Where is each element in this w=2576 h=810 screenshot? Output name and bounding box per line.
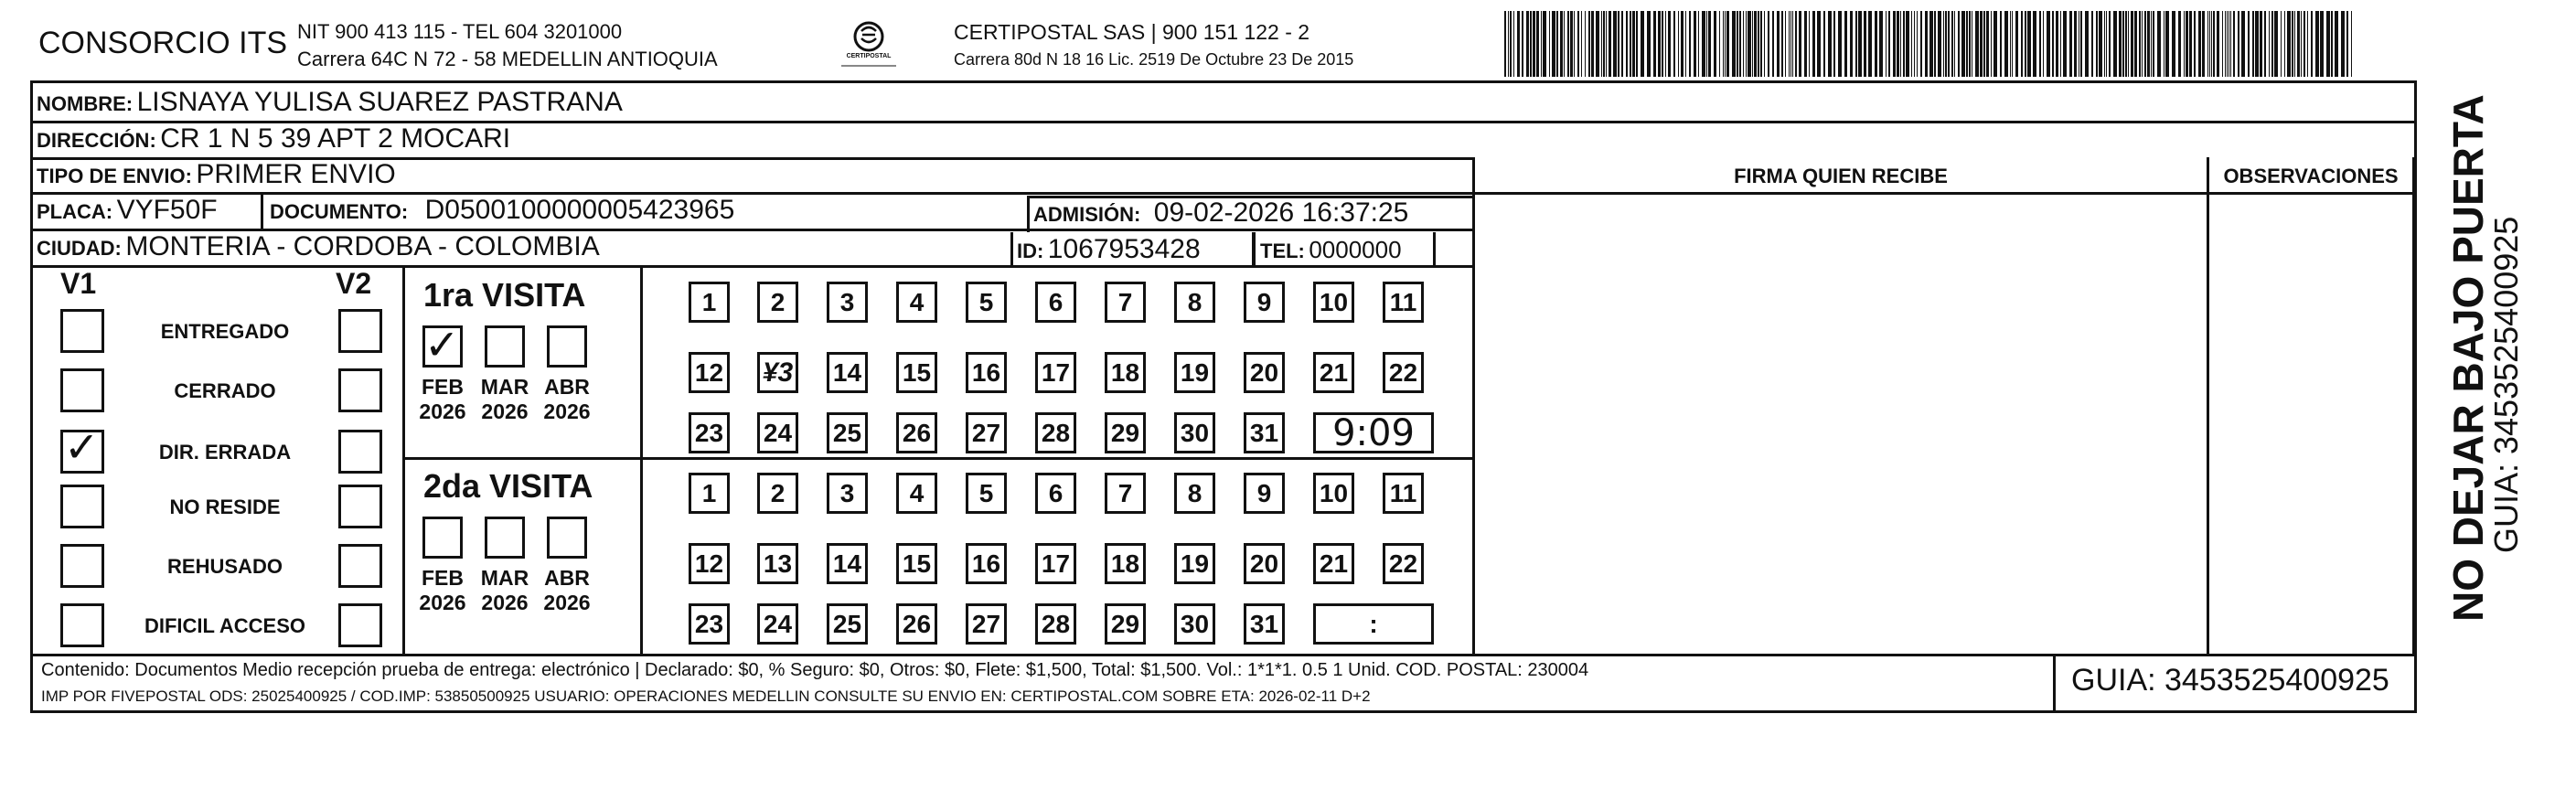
visit2-day-19[interactable]: 19 bbox=[1174, 543, 1215, 584]
visit2-day-28[interactable]: 28 bbox=[1035, 603, 1076, 645]
month-year: 2026 bbox=[481, 591, 529, 614]
handwritten-month-mark: ✓ bbox=[424, 320, 460, 369]
month-name: FEB bbox=[422, 566, 464, 590]
visit2-title: 2da VISITA bbox=[423, 467, 593, 505]
visit1-day-29[interactable]: 29 bbox=[1105, 412, 1146, 453]
status-label: REHUSADO bbox=[167, 555, 283, 578]
certipostal-line: CERTIPOSTAL SAS | 900 151 122 - 2 bbox=[954, 20, 1310, 44]
visit2-day-30[interactable]: 30 bbox=[1174, 603, 1215, 645]
visit1-day-23[interactable]: 23 bbox=[689, 412, 730, 453]
v1-checkbox[interactable] bbox=[60, 485, 104, 528]
tel-value: 0000000 bbox=[1309, 236, 1402, 263]
address-label: DIRECCIÓN: bbox=[37, 129, 156, 152]
visit1-day-24[interactable]: 24 bbox=[757, 412, 798, 453]
visit2-day-4[interactable]: 4 bbox=[896, 473, 937, 514]
nit-line: NIT 900 413 115 - TEL 604 3201000 bbox=[297, 20, 623, 43]
admission-value: 09-02-2026 16:37:25 bbox=[1153, 197, 1409, 228]
visit1-day-21[interactable]: 21 bbox=[1313, 352, 1354, 393]
visit2-day-26[interactable]: 26 bbox=[896, 603, 937, 645]
footer-guia: GUIA: 3453525400925 bbox=[2071, 663, 2389, 698]
visit1-day-28[interactable]: 28 bbox=[1035, 412, 1076, 453]
v2-label: V2 bbox=[336, 267, 372, 300]
month-name: FEB bbox=[422, 375, 464, 399]
visit1-day-1[interactable]: 1 bbox=[689, 282, 730, 323]
v1-checkbox[interactable] bbox=[60, 544, 104, 588]
visit1-day-5[interactable]: 5 bbox=[966, 282, 1007, 323]
month-year: 2026 bbox=[543, 591, 591, 614]
footer-content: Contenido: Documentos Medio recepción prueba de entrega: electrónico | Declarado: $0, % Seguro: $0, Otros: $0, Flete: $1,500, Total: $1,500. Vol.: 1*1*1. 0.5 1 Unid. COD. POSTAL: 230004 bbox=[41, 660, 1589, 680]
visit2-day-12[interactable]: 12 bbox=[689, 543, 730, 584]
visit1-day-27[interactable]: 27 bbox=[966, 412, 1007, 453]
visit1-day-7[interactable]: 7 bbox=[1105, 282, 1146, 323]
visit1-day-18[interactable]: 18 bbox=[1105, 352, 1146, 393]
v2-checkbox[interactable] bbox=[338, 430, 382, 474]
name-label: NOMBRE: bbox=[37, 92, 134, 115]
month-year: 2026 bbox=[543, 400, 591, 423]
v2-checkbox[interactable] bbox=[338, 309, 382, 353]
visit2-day-8[interactable]: 8 bbox=[1174, 473, 1215, 514]
visit1-day-19[interactable]: 19 bbox=[1174, 352, 1215, 393]
month-year: 2026 bbox=[419, 400, 466, 423]
recipient-name: LISNAYA YULISA SUAREZ PASTRANA bbox=[136, 87, 623, 117]
month-name: ABR bbox=[544, 375, 590, 399]
visit1-day-6[interactable]: 6 bbox=[1035, 282, 1076, 323]
visit1-day-22[interactable]: 22 bbox=[1383, 352, 1424, 393]
month-year: 2026 bbox=[419, 591, 466, 614]
visit1-day-8[interactable]: 8 bbox=[1174, 282, 1215, 323]
type-label: TIPO DE ENVIO: bbox=[37, 165, 192, 187]
visit2-month-checkbox[interactable] bbox=[422, 517, 463, 559]
visit1-day-20[interactable]: 20 bbox=[1244, 352, 1285, 393]
visit1-day-11[interactable]: 11 bbox=[1383, 282, 1424, 323]
visit1-day-14[interactable]: 14 bbox=[827, 352, 868, 393]
visit1-day-4[interactable]: 4 bbox=[896, 282, 937, 323]
visit1-day-12[interactable]: 12 bbox=[689, 352, 730, 393]
status-label: CERRADO bbox=[174, 379, 276, 402]
observations-label: OBSERVACIONES bbox=[2223, 165, 2399, 187]
visit2-day-10[interactable]: 10 bbox=[1313, 473, 1354, 514]
certipostal-logo bbox=[828, 18, 910, 73]
visit2-day-29[interactable]: 29 bbox=[1105, 603, 1146, 645]
logo-text: CERTIPOSTAL bbox=[846, 53, 892, 59]
visit1-day-30[interactable]: 30 bbox=[1174, 412, 1215, 453]
side-guia: GUIA: 3453525400925 bbox=[2487, 216, 2525, 553]
v1-label: V1 bbox=[60, 267, 97, 300]
visit2-day-13[interactable]: 13 bbox=[757, 543, 798, 584]
visit1-day-25[interactable]: 25 bbox=[827, 412, 868, 453]
v2-checkbox[interactable] bbox=[338, 544, 382, 588]
status-label: ENTREGADO bbox=[160, 320, 290, 343]
visit1-month-checkbox[interactable] bbox=[485, 325, 525, 368]
visit2-day-7[interactable]: 7 bbox=[1105, 473, 1146, 514]
visit1-day-9[interactable]: 9 bbox=[1244, 282, 1285, 323]
status-label: NO RESIDE bbox=[169, 496, 281, 518]
document-value: D0500100000005423965 bbox=[424, 195, 735, 225]
id-label: ID: bbox=[1017, 240, 1044, 262]
visit2-month-label bbox=[415, 566, 470, 615]
visit1-day-26[interactable]: 26 bbox=[896, 412, 937, 453]
tel-label: TEL: bbox=[1260, 240, 1305, 262]
visit2-month-label bbox=[477, 566, 532, 615]
visit2-day-23[interactable]: 23 bbox=[689, 603, 730, 645]
visit2-day-25[interactable]: 25 bbox=[827, 603, 868, 645]
visit1-day-2[interactable]: 2 bbox=[757, 282, 798, 323]
shipment-type: PRIMER ENVIO bbox=[196, 159, 396, 189]
no-dejar-warning: NO DEJAR BAJO PUERTA bbox=[2444, 94, 2492, 622]
visit2-day-20[interactable]: 20 bbox=[1244, 543, 1285, 584]
barcode bbox=[1504, 11, 2355, 77]
month-year: 2026 bbox=[481, 400, 529, 423]
v1-checkbox[interactable] bbox=[60, 309, 104, 353]
v2-checkbox[interactable] bbox=[338, 485, 382, 528]
admission-label: ADMISIÓN: bbox=[1033, 203, 1141, 226]
visit1-day-3[interactable]: 3 bbox=[827, 282, 868, 323]
visit2-day-11[interactable]: 11 bbox=[1383, 473, 1424, 514]
month-name: ABR bbox=[544, 566, 590, 590]
visit2-day-3[interactable]: 3 bbox=[827, 473, 868, 514]
visit2-day-2[interactable]: 2 bbox=[757, 473, 798, 514]
city-value: MONTERIA - CORDOBA - COLOMBIA bbox=[125, 231, 600, 261]
id-value: 1067953428 bbox=[1047, 234, 1201, 264]
status-label: DIFICIL ACCESO bbox=[144, 614, 305, 637]
plate-value: VYF50F bbox=[116, 195, 218, 225]
footer-imp: IMP POR FIVEPOSTAL ODS: 25025400925 / COD.IMP: 53850500925 USUARIO: OPERACIONES MEDELLIN CONSULTE SU ENVIO EN: CERTIPOSTAL.COM SOBRE ETA: 2026-02-11 D+2 bbox=[41, 687, 1371, 705]
company-name: CONSORCIO ITS bbox=[38, 26, 288, 60]
v1-checkbox[interactable] bbox=[60, 603, 104, 647]
visit2-month-label bbox=[540, 566, 594, 615]
status-label: DIR. ERRADA bbox=[158, 441, 292, 464]
visit2-day-5[interactable]: 5 bbox=[966, 473, 1007, 514]
visit1-day-16[interactable]: 16 bbox=[966, 352, 1007, 393]
visit2-day-1[interactable]: 1 bbox=[689, 473, 730, 514]
v2-checkbox[interactable] bbox=[338, 603, 382, 647]
visit2-time-box[interactable]: : bbox=[1313, 603, 1434, 645]
visit1-time-box[interactable]: 9:09 bbox=[1313, 412, 1434, 453]
visit2-day-22[interactable]: 22 bbox=[1383, 543, 1424, 584]
visit2-day-9[interactable]: 9 bbox=[1244, 473, 1285, 514]
city-label: CIUDAD: bbox=[37, 237, 122, 260]
visit2-day-21[interactable]: 21 bbox=[1313, 543, 1354, 584]
visit1-day-31[interactable]: 31 bbox=[1244, 412, 1285, 453]
visit2-day-14[interactable]: 14 bbox=[827, 543, 868, 584]
visit1-day-13[interactable] bbox=[757, 352, 798, 393]
plate-label: PLACA: bbox=[37, 200, 113, 223]
visit1-month-label bbox=[540, 375, 594, 424]
visit2-day-6[interactable]: 6 bbox=[1035, 473, 1076, 514]
visit1-day-17[interactable]: 17 bbox=[1035, 352, 1076, 393]
visit2-month-checkbox[interactable] bbox=[547, 517, 587, 559]
visit2-day-31[interactable]: 31 bbox=[1244, 603, 1285, 645]
address-line: Carrera 64C N 72 - 58 MEDELLIN ANTIOQUIA bbox=[297, 48, 718, 70]
visit1-title: 1ra VISITA bbox=[423, 276, 586, 314]
visit1-month-label bbox=[477, 375, 532, 424]
month-name: MAR bbox=[480, 375, 529, 399]
v2-checkbox[interactable] bbox=[338, 368, 382, 412]
visit2-day-16[interactable]: 16 bbox=[966, 543, 1007, 584]
visit2-day-15[interactable]: 15 bbox=[896, 543, 937, 584]
visit2-day-27[interactable]: 27 bbox=[966, 603, 1007, 645]
visit2-day-18[interactable]: 18 bbox=[1105, 543, 1146, 584]
month-name: MAR bbox=[480, 566, 529, 590]
handwritten-check-mark: ✓ bbox=[64, 422, 100, 472]
handwritten-day-mark: ¥3 bbox=[762, 357, 794, 388]
license-line: Carrera 80d N 18 16 Lic. 2519 De Octubre 23 De 2015 bbox=[954, 50, 1354, 69]
visit2-day-24[interactable]: 24 bbox=[757, 603, 798, 645]
document-label: DOCUMENTO: bbox=[270, 200, 409, 223]
visit1-month-checkbox[interactable] bbox=[547, 325, 587, 368]
visit1-day-15[interactable]: 15 bbox=[896, 352, 937, 393]
signature-label: FIRMA QUIEN RECIBE bbox=[1734, 165, 1948, 187]
visit1-month-label bbox=[415, 375, 470, 424]
visit2-day-17[interactable]: 17 bbox=[1035, 543, 1076, 584]
visit1-day-10[interactable]: 10 bbox=[1313, 282, 1354, 323]
recipient-address: CR 1 N 5 39 APT 2 MOCARI bbox=[160, 123, 511, 154]
visit2-month-checkbox[interactable] bbox=[485, 517, 525, 559]
v1-checkbox[interactable] bbox=[60, 368, 104, 412]
